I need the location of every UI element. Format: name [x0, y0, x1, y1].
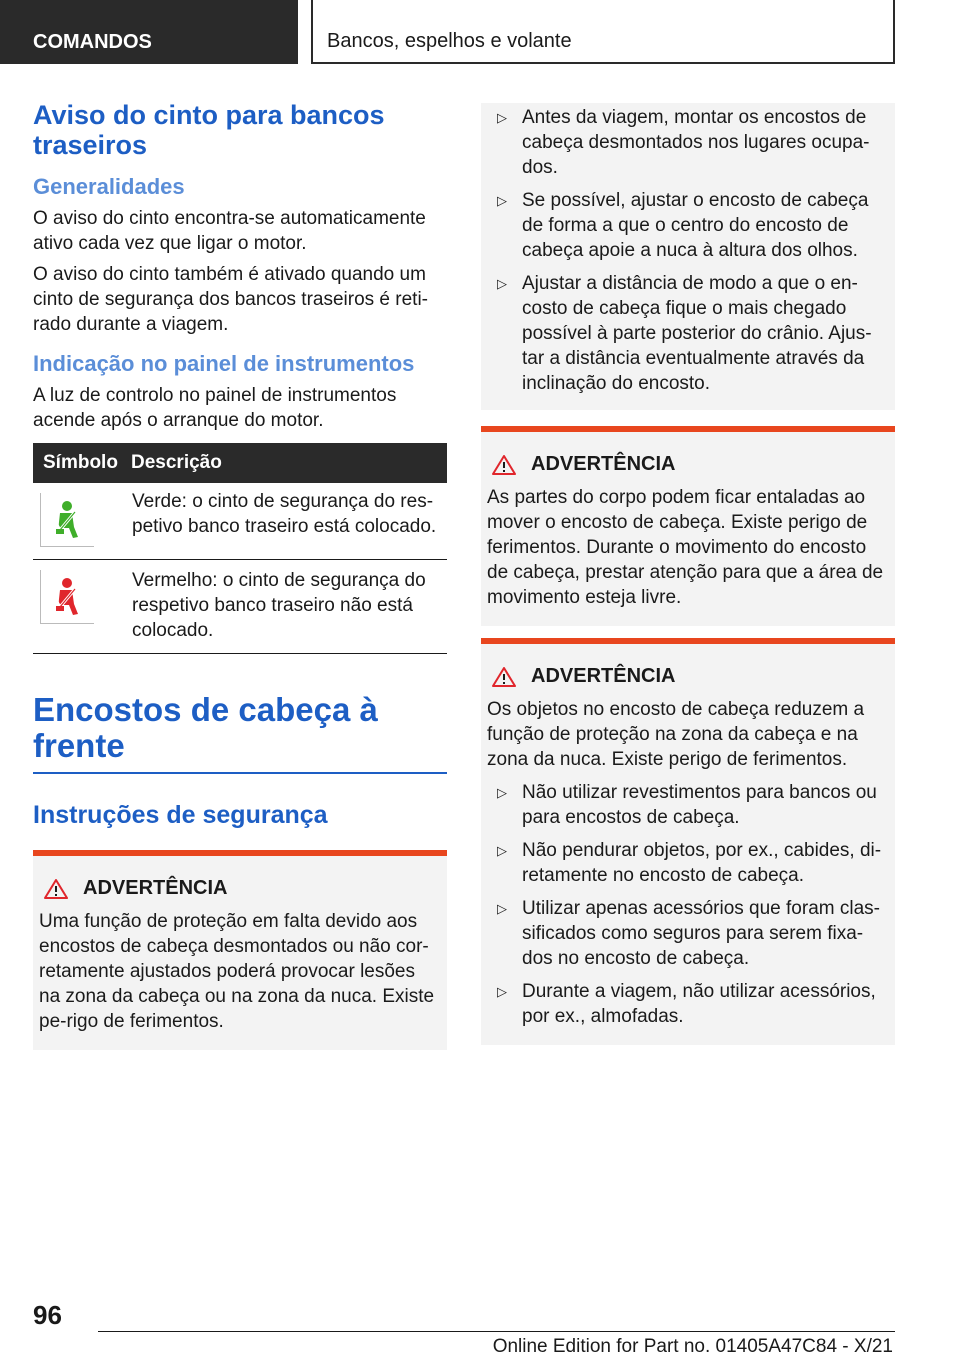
list-item: ▷ Se possível, ajustar o encosto de cabeça de forma a que o centro do encosto de cabeça apoie a nuca à altura dos olhos.: [497, 190, 869, 261]
warning-box: [481, 638, 895, 1045]
table-header-symbol: Símbolo: [33, 443, 131, 483]
warning-triangle-icon: [491, 454, 517, 476]
warning-title: ADVERTÊNCIA: [531, 453, 676, 475]
seatbelt-unfastened-icon: [40, 570, 94, 624]
header-section-label: COMANDOS: [33, 31, 152, 53]
table-cell-description: Verde: o cinto de segurança do res-petivo banco traseiro está colocado.: [131, 483, 447, 560]
warning-box: [33, 850, 447, 1050]
footer-edition: Online Edition for Part no. 01405A47C84 - X/21: [492, 1336, 893, 1357]
header-chapter: [311, 0, 895, 64]
warning-triangle-icon: [491, 666, 517, 688]
left-column: [33, 100, 447, 1050]
indicator-heading: Indicação no painel de instrumentos: [33, 351, 415, 376]
list-item: ▷ Durante a viagem, não utilizar acessórios, por ex., almofadas.: [497, 981, 876, 1027]
triangle-bullet-icon: ▷: [497, 785, 507, 800]
table-row: [33, 483, 447, 560]
instructions-box: [481, 103, 895, 410]
triangle-bullet-icon: ▷: [497, 276, 507, 291]
list-item: ▷ Não utilizar revestimentos para bancos ou para encostos de cabeça.: [497, 782, 877, 828]
triangle-bullet-icon: ▷: [497, 984, 507, 999]
table-cell-description: Vermelho: o cinto de segurança do respetivo banco traseiro não está colocado.: [131, 560, 447, 654]
indicator-paragraph: A luz de controlo no painel de instrumentos acende após o arranque do motor.: [33, 385, 397, 431]
warning-title: ADVERTÊNCIA: [83, 877, 228, 899]
general-heading: Generalidades: [33, 174, 185, 199]
table-header-row: [33, 443, 447, 483]
general-paragraph-2: O aviso do cinto também é ativado quando um cinto de segurança dos bancos traseiros é reti-rado durante a viagem.: [33, 264, 428, 335]
general-paragraph-1: O aviso do cinto encontra-se automaticamente ativo cada vez que ligar o motor.: [33, 208, 426, 254]
warning-box: [481, 426, 895, 626]
table-header-description: Descrição: [131, 443, 447, 483]
warning-title: ADVERTÊNCIA: [531, 665, 676, 687]
list-item: ▷ Antes da viagem, montar os encostos de cabeça desmontados nos lugares ocupa-dos.: [497, 107, 870, 178]
right-column: [481, 103, 895, 1045]
title-underline: [33, 772, 447, 774]
page-title: Aviso do cinto para bancos traseiros: [33, 100, 385, 160]
warning-triangle-icon: [43, 878, 69, 900]
warning-text: Uma função de proteção em falta devido aos encostos de cabeça desmontados ou não cor-retamente ajustados poderá provocar lesões na zona da cabeça ou na zona da nuca. Existe pe-rigo de ferimentos.: [39, 911, 435, 1032]
warning-text: Os objetos no encosto de cabeça reduzem a função de proteção na zona da cabeça e na zona da nuca. Existe perigo de ferimentos.: [487, 699, 865, 770]
list-item: ▷ Ajustar a distância de modo a que o en-costo de cabeça fique o mais chegado possível à parte posterior do crânio. Ajus-tar a distância eventualmente através da inclinação do encosto.: [497, 273, 872, 394]
triangle-bullet-icon: ▷: [497, 193, 507, 208]
warning-list: [487, 780, 889, 1029]
triangle-bullet-icon: ▷: [497, 110, 507, 125]
triangle-bullet-icon: ▷: [497, 843, 507, 858]
safety-heading: Instruções de segurança: [33, 801, 328, 829]
warning-text: As partes do corpo podem ficar entaladas ao mover o encosto de cabeça. Existe perigo de ferimentos. Durante o movimento do encosto de cabeça, prestar atenção para que a área de movimento esteja livre.: [487, 487, 884, 608]
list-item: ▷ Não pendurar objetos, por ex., cabides, di-retamente no encosto de cabeça.: [497, 840, 882, 886]
list-item: ▷ Utilizar apenas acessórios que foram clas-sificados como seguros para serem fixa-dos no encosto de cabeça.: [497, 898, 880, 969]
page-number: 96: [33, 1300, 62, 1330]
triangle-bullet-icon: ▷: [497, 901, 507, 916]
table-row: [33, 560, 447, 654]
seatbelt-fastened-icon: [40, 493, 94, 547]
header-chapter-label: Bancos, espelhos e volante: [327, 30, 572, 52]
footer-divider: [98, 1331, 895, 1332]
instructions-list: [487, 105, 889, 396]
headrest-title: Encostos de cabeça à frente: [33, 691, 378, 764]
header-section: [0, 0, 298, 64]
symbol-table: [33, 443, 447, 654]
